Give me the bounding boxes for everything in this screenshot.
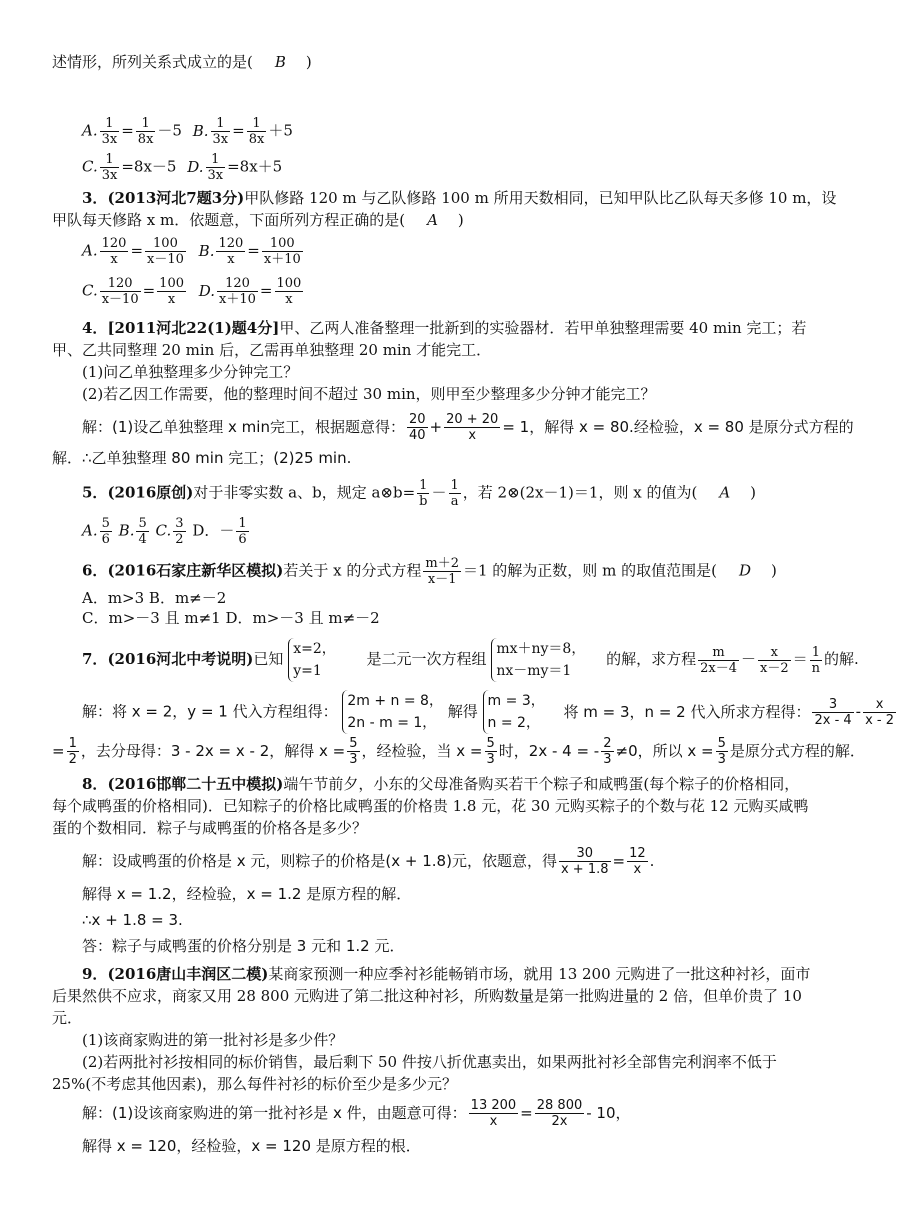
q9-line-3: 元． [52,1009,83,1027]
q9-solution-1: 解：(1)设该商家购进的第一批衬衫是 x 件，由题意可得： $\frac{13 200}{x}$ = $\frac{28 800}{2x}$ - 10， [82,1098,631,1129]
q3-options-ab: A. $\frac{120}{x}$ = $\frac{100}{x-10}$ B. $\frac{120}{x}$ = $\frac{100}{x+10}$ [82,236,301,267]
q4-solution-1: 解：(1)设乙单独整理 x min完工，根据题意得： $\frac{20}{40}$ + $\frac{20 + 20}{x}$ = 1，解得 x = 80.经检验，x = 80 是原分式方程的 [82,412,854,443]
q8-solution-3: ∴x + 1.8 = 3. [82,911,183,929]
answer: B [274,53,286,71]
intro-line: 述情形，所列关系式成立的是( B ) [52,53,312,71]
q4-sub-2: (2)若乙因工作需要，他的整理时间不超过 30 min，则甲至少整理多少分钟才能完工？ [82,385,656,403]
q9-sub-1: (1)该商家购进的第一批衬衫是多少件？ [82,1031,344,1049]
q4-line-1: 4．[2011河北22(1)题4分]甲、乙两人准备整理一批新到的实验器材．若甲单独整理需要 40 min 完工；若 [82,319,807,337]
q4-solution-2: 解．∴乙单独整理 80 min 完工；(2)25 min. [52,449,352,467]
q9-line-2: 后果然供不应求，商家又用 28 800 元购进了第二批这种衬衫，所购数量是第一批购进量的 2 倍，但单价贵了 10 [52,987,802,1005]
q8-line-3: 蛋的个数相同．粽子与咸鸭蛋的价格各是多少？ [52,819,368,837]
q8-solution-4: 答：粽子与咸鸭蛋的价格分别是 3 元和 1.2 元． [82,937,405,955]
q5-options: A. $\frac{5}{6}$ B. $\frac{5}{4}$ C. $\frac{3}{2}$ D．－ $\frac{1}{6}$ [82,516,247,547]
q3-options-cd: C. $\frac{120}{x-10}$ = $\frac{100}{x}$ D. $\frac{120}{x+10}$ = $\frac{100}{x}$ [82,276,302,307]
q8-line-1: 8．(2016邯郸二十五中模拟)端午节前夕，小东的父母准备购买若干个粽子和咸鸭蛋(每个粽子的价格相同， [82,775,800,793]
q6-line-1: 6．(2016石家庄新华区模拟)若关于 x 的分式方程 $\frac{m+2}{x-1}$ ＝1 的解为正数，则 m 的取值范围是( D ) [82,556,777,587]
q7-solution-1: 解：将 x = 2，y = 1 代入方程组得： 2m + n = 8， 2n - m = 1， 解得 m = 3， n = 2， 将 m = 3，n = 2 代入所求方程得： $\frac{3}{2x - 4}$ - $\frac{x}{x - 2}$ [82,690,898,734]
q8-solution-1: 解：设咸鸭蛋的价格是 x 元，则粽子的价格是(x + 1.8)元，依题意，得 $\frac{30}{x + 1.8}$ = $\frac{12}{x}$ . [82,846,655,877]
q5-line-1: 5．(2016原创)对于非零实数 a、b，规定 a⊗b= $\frac{1}{b}$ － $\frac{1}{a}$ ，若 2⊗(2x－1)＝1，则 x 的值为( A ) [82,478,757,509]
q7-solution-2: = $\frac{1}{2}$ ，去分母得：3 - 2x = x - 2，解得 x = $\frac{5}{3}$ ，经检验，当 x = $\frac{5}{3}$ 时，2x - 4 = - $\frac{2}{3}$ ≠0，所以 x = $\frac{5}{3}$ 是原分式方程的解． [52,736,865,767]
q3-line-1: 3．(2013河北7题3分)甲队修路 120 m 与乙队修路 100 m 所用天数相同，已知甲队比乙队每天多修 10 m，设 [82,189,837,207]
q4-line-2: 甲、乙共同整理 20 min 后，乙需再单独整理 20 min 才能完工． [52,341,492,359]
q4-sub-1: (1)问乙单独整理多少分钟完工？ [82,363,299,381]
q9-sub-2: (2)若两批衬衫按相同的标价销售，最后剩下 50 件按八折优惠卖出，如果两批衬衫全部售完利润率不低于 [82,1053,777,1071]
q7-line-1: 7．(2016河北中考说明)已知 x=2， y=1 是二元一次方程组 mx＋ny＝8， nx－my＝1 的解，求方程 $\frac{m}{2x-4}$ － $\frac{x}{x-2}$ ＝ $\frac{1}{n}$ 的解. [82,638,859,682]
q6-options-1: A．m>3 B．m≠－2 [82,589,227,607]
q8-solution-2: 解得 x = 1.2，经检验，x = 1.2 是原方程的解． [82,885,412,903]
q9-solution-2: 解得 x = 120，经检验，x = 120 是原方程的根． [82,1137,421,1155]
q9-line-1: 9．(2016唐山丰润区二模)某商家预测一种应季衬衫能畅销市场，就用 13 200 元购进了一批这种衬衫，面市 [82,965,811,983]
q2-options-ab: A. $\frac{1}{3x}$ = $\frac{1}{8x}$ －5 B. $\frac{1}{3x}$ = $\frac{1}{8x}$ ＋5 [82,116,293,147]
q8-line-2: 每个咸鸭蛋的价格相同)．已知粽子的价格比咸鸭蛋的价格贵 1.8 元，花 30 元购买粽子的个数与花 12 元购买咸鸭 [52,797,809,815]
q6-options-2: C．m>－3 且 m≠1 D．m>－3 且 m≠－2 [82,609,380,627]
q2-options-cd: C. $\frac{1}{3x}$ =8x－5 D. $\frac{1}{3x}$ =8x＋5 [82,152,283,183]
q9-sub-3: 25%(不考虑其他因素)，那么每件衬衫的标价至少是多少元？ [52,1075,458,1093]
q3-line-2: 甲队每天修路 x m．依题意，下面所列方程正确的是( A ) [52,211,464,229]
